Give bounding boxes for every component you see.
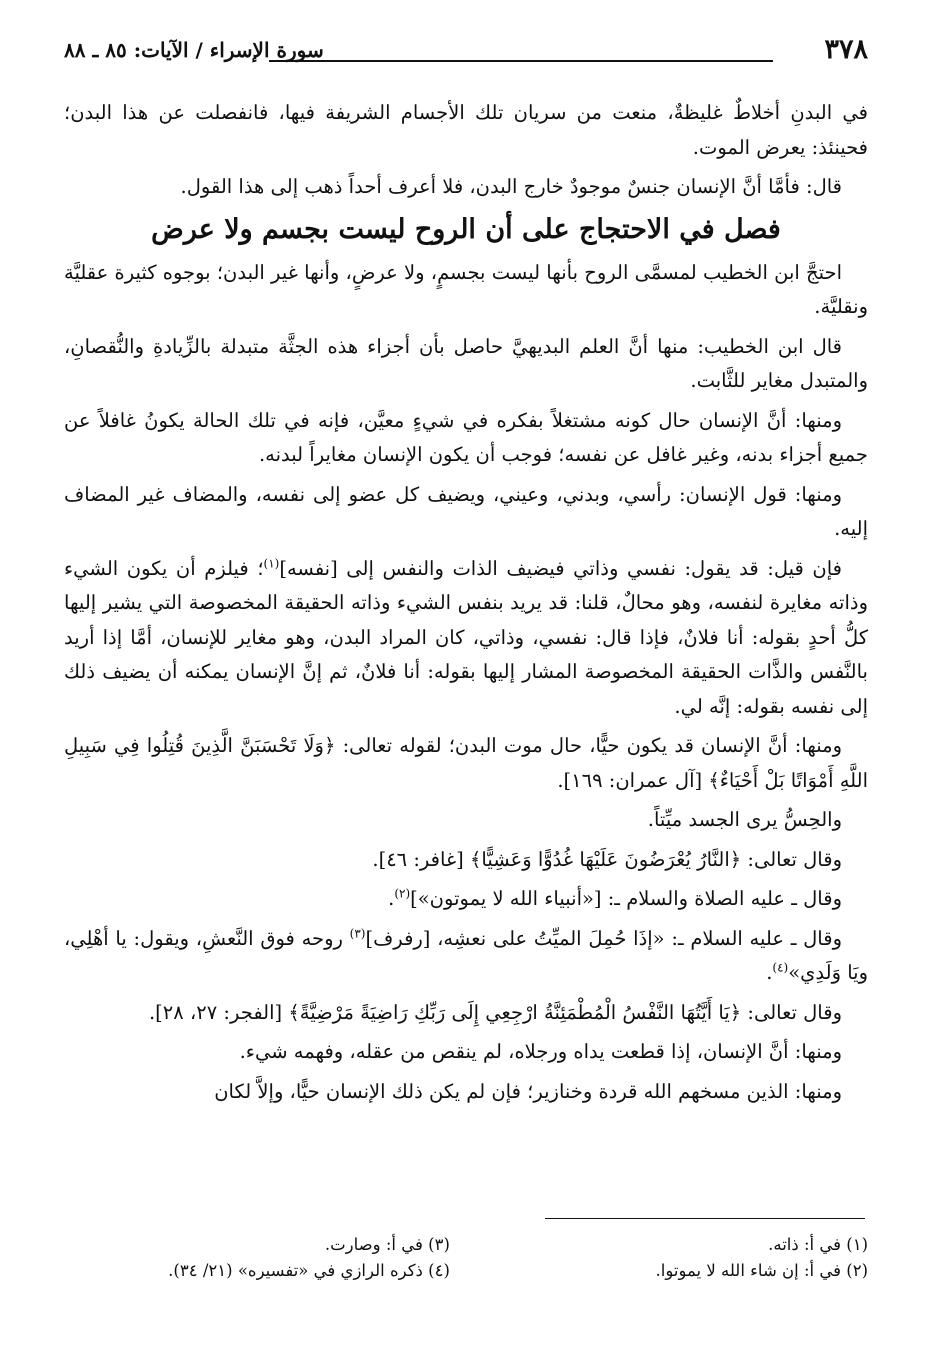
paragraph-2: قال: فأمَّا أنَّ الإنسان جنسٌ موجودٌ خارج البدن، فلا أعرف أحداً ذهب إلى هذا القول.	[180, 175, 842, 198]
paragraph-12	[64, 922, 868, 991]
paragraph-3: احتجَّ ابن الخطيب لمسمَّى الروح بأنها ليست بجسمٍ، ولا عرضٍ، وأنها غير البدن؛ بوجوه كثيرة عقليَّة ونقليَّة.	[64, 260, 868, 318]
footnote-ref-1: (١)	[263, 556, 280, 570]
paragraph-7-text-b: ؛ فيلزم أن يكون الشيء وذاته مغايرة لنفسه، وهو محالٌ، قلنا: قد يريد بنفس الشيء وذاته الحقيقة المخصوصة التي يشير إليها كلُّ أحدٍ بقوله: أنا فلانٌ، فإذا قال: نفسي، وذاتي، كان المراد البدن، وهو مغاير للإنسان، أمَّا إذا أريد بالنَّفس والذَّات الحقيقة المخصوصة المشار إليها بقوله: أنا فلانٌ، ثم إنَّ الإنسان يمكنه أن يضيف ذلك إلى نفسه بقوله: إنَّه لي.	[64, 556, 868, 718]
paragraph-13	[64, 996, 868, 1031]
paragraph-11	[64, 882, 868, 917]
paragraph-1: في البدنِ أخلاطٌ غليظةٌ، منعت من سريان تلك الأجسام الشريفة فيها، فانفصلت عن هذا البدن؛ فحينئذ: يعرض الموت.	[64, 101, 868, 159]
paragraph-11-text-a: وقال ـ عليه الصلاة والسلام ـ: [«أنبياء الله لا يموتون»]	[410, 887, 842, 910]
paragraph-13-text-b: [الفجر: ٢٧، ٢٨].	[148, 1000, 289, 1024]
paragraph-12-text-b: روحه فوق النَّعشِ، ويقول: يا أهْلِي، ويَا وَلَدِي»	[64, 926, 868, 984]
footnotes	[64, 1232, 868, 1284]
page-number: ٣٧٨	[824, 34, 868, 65]
paragraph-7-text-a: فإن قيل: قد يقول: نفسي وذاتي فيضيف الذات والنفس إلى [نفسه]	[279, 556, 842, 580]
paragraph-11-text-b: .	[388, 887, 395, 910]
footnote-2: (٢) في أ: إن شاء الله لا يموتوا.	[655, 1261, 868, 1280]
quran-verse-2: ﴿النَّارُ يُعْرَضُونَ عَلَيْهَا غُدُوًّا وَعَشِيًّا﴾	[469, 847, 742, 871]
quran-verse-3: ﴿يَا أَيَّتُهَا النَّفْسُ الْمُطْمَئِنَّةُ ارْجِعِي إِلَى رَبِّكِ رَاضِيَةً مَرْضِيَّةً﴾	[288, 1000, 742, 1024]
footnote-rule	[545, 1218, 865, 1219]
footnote-ref-2: (٢)	[394, 886, 411, 901]
paragraph-14: ومنها: أنَّ الإنسان، إذا قطعت يداه ورجلاه، لم ينقص من عقله، وفهمه شيء.	[239, 1040, 842, 1063]
footnote-ref-4: (٤)	[772, 960, 789, 975]
paragraph-6: ومنها: قول الإنسان: رأسي، وبدني، وعيني، ويضيف كل عضو إلى نفسه، والمضاف غير المضاف إليه.	[64, 482, 868, 540]
paragraph-10	[64, 843, 868, 878]
quran-verse-1: ﴿وَلَا تَحْسَبَنَّ الَّذِينَ قُتِلُوا فِي سَبِيلِ اللَّهِ أَمْوَاتًا بَلْ أَحْيَاءٌ﴾	[64, 734, 868, 792]
paragraph-4: قال ابن الخطيب: منها أنَّ العلم البديهيَّ حاصل بأن أجزاء هذه الجثَّة متبدلة بالزِّيادةِ والنُّقصانِ، والمتبدل مغاير للثَّابت.	[64, 334, 868, 392]
section-heading: فصل في الاحتجاج على أن الروح ليست بجسم ولا عرض	[151, 213, 781, 245]
footnote-row-2	[64, 1258, 868, 1284]
paragraph-15: ومنها: الذين مسخهم الله قردة وخنازير؛ فإن لم يكن ذلك الإنسان حيًّا، وإلاَّ لكان	[214, 1079, 842, 1103]
paragraph-12-text-a: وقال ـ عليه السلام ـ: «إذَا حُمِلَ الميِّتُ على نعشِه، [رفرف]	[365, 926, 842, 950]
header-rule	[269, 60, 773, 62]
page-body	[64, 96, 868, 1114]
paragraph-8	[64, 729, 868, 798]
footnote-ref-3: (٣)	[349, 926, 366, 940]
paragraph-12-text-c: .	[766, 961, 773, 984]
paragraph-9: والحِسُّ يرى الجسد ميِّتاً.	[647, 808, 842, 831]
running-title: سورة الإسراء / الآيات: ٨٥ ـ ٨٨	[64, 38, 324, 62]
paragraph-10-text-b: [غافر: ٤٦].	[372, 847, 470, 871]
paragraph-8-text-a: ومنها: أنَّ الإنسان قد يكون حيًّا، حال موت البدن؛ لقوله تعالى:	[335, 734, 842, 757]
footnote-1: (١) في أ: ذاته.	[768, 1235, 868, 1254]
footnote-4: (٤) ذكره الرازي في «تفسيره» (٢١/ ٣٤).	[168, 1261, 450, 1280]
paragraph-13-text-a: وقال تعالى:	[741, 1000, 842, 1024]
page-header	[64, 34, 868, 68]
paragraph-10-text-a: وقال تعالى:	[741, 847, 842, 871]
paragraph-7	[64, 552, 868, 725]
footnote-row-1	[64, 1232, 868, 1258]
paragraph-5: ومنها: أنَّ الإنسان حال كونه مشتغلاً بفكره في شيءٍ معيَّن، فإنه في تلك الحالة يكونُ غافلاً عن جميع أجزاء بدنه، وغير غافل عن نفسه؛ فوجب أن يكون الإنسان مغايراً لبدنه.	[64, 408, 868, 466]
paragraph-8-text-b: [آل عمران: ١٦٩].	[557, 768, 709, 792]
footnote-3: (٣) في أ: وصارت.	[324, 1235, 450, 1254]
